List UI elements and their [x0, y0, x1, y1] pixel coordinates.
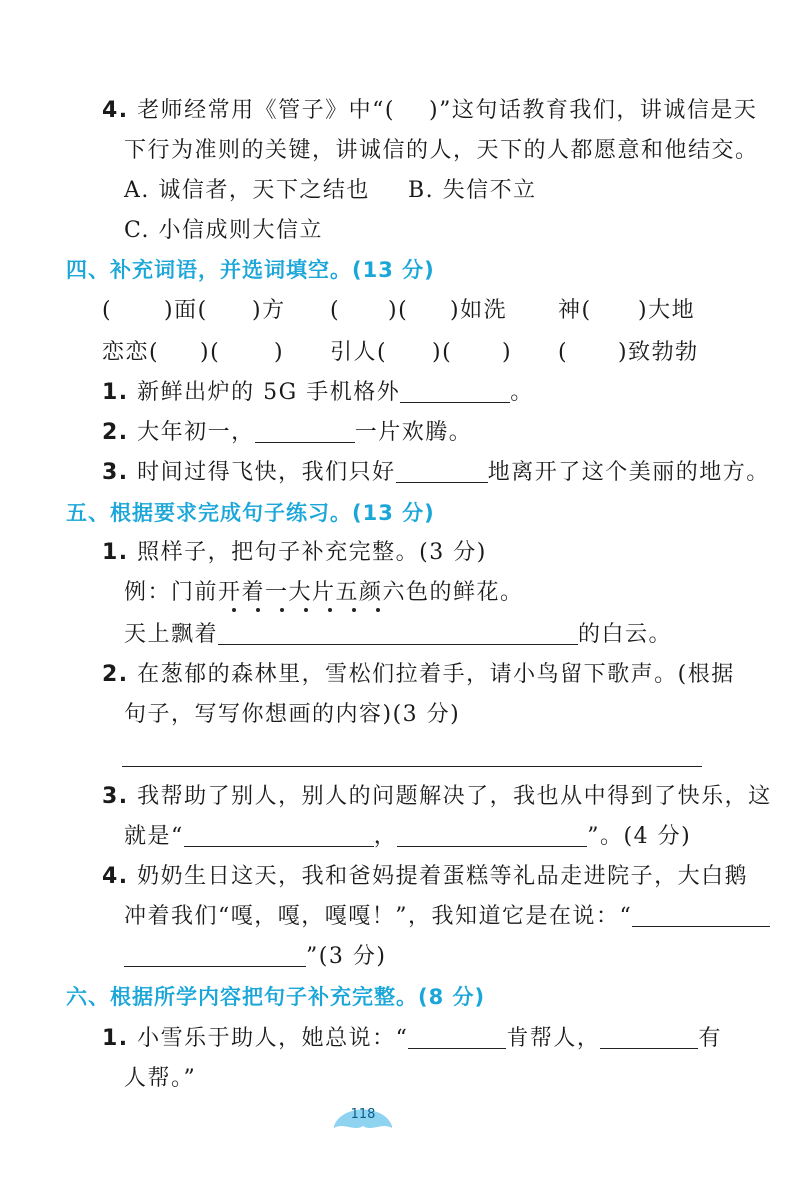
word-blank: )(: [432, 340, 453, 365]
word-blank: )(: [200, 340, 221, 365]
answer-blank[interactable]: [124, 944, 306, 967]
word-blank: ): [502, 340, 513, 365]
s6-q1-text: 小雪乐于助人，她总说：“: [137, 1026, 409, 1051]
section-5-title: 五、根据要求完成句子练习。(13 分): [66, 501, 435, 525]
word-blank: 引人(: [330, 340, 388, 365]
s4-q1-text: 新鲜出炉的 5G 手机格外: [137, 380, 401, 405]
page-number: 118: [350, 1107, 376, 1122]
s6-q1-middle: 肯帮人，: [506, 1026, 601, 1051]
word-blank: (: [330, 298, 341, 323]
s5-fill-prefix: 天上飘着: [124, 622, 219, 647]
s5-q3-suffix: ”。(4 分): [587, 824, 692, 849]
s4-q2-number: 2.: [102, 420, 129, 445]
s4-q1-end: 。: [510, 380, 534, 405]
answer-blank[interactable]: [397, 824, 587, 847]
answer-line[interactable]: [122, 766, 702, 767]
q4-option-b: B. 失信不立: [408, 178, 537, 203]
word-blank: (: [102, 298, 113, 323]
s5-q4-number: 4.: [102, 864, 129, 889]
s5-q3-line-2: [124, 822, 800, 852]
s5-q3-text: 我帮助了别人，别人的问题解决了，我也从中得到了快乐，这: [137, 784, 772, 809]
word-blank: ): [274, 340, 285, 365]
s5-q3-line-1: [102, 782, 800, 812]
s5-q3-prefix: 就是“: [124, 824, 184, 849]
q4-number: 4.: [102, 98, 129, 123]
s5-q2-number: 2.: [102, 662, 129, 687]
emphasis-dots: [232, 608, 402, 614]
s4-q3-text: 时间过得飞快，我们只好: [137, 460, 396, 485]
section-4-title: 四、补充词语，并选词填空。(13 分): [66, 258, 435, 282]
answer-blank[interactable]: [400, 380, 510, 403]
word-blank: )大地: [638, 298, 696, 323]
s4-q1: [102, 378, 800, 408]
s5-q3-number: 3.: [102, 784, 129, 809]
q4-option-c: C. 小信成则大信立: [124, 218, 324, 243]
page-number-badge: [332, 1098, 394, 1132]
s4-q2: [102, 418, 800, 448]
q4-option-a: A. 诚信者，天下之结也: [124, 178, 370, 203]
word-blank: (: [558, 340, 569, 365]
s4-q2-end: 一片欢腾。: [354, 420, 473, 445]
s4-q1-number: 1.: [102, 380, 129, 405]
answer-blank[interactable]: [184, 824, 374, 847]
s5-q4-text-2: 冲着我们“嘎，嘎，嘎嘎！”，我知道它是在说：“: [124, 904, 633, 929]
s4-q3-number: 3.: [102, 460, 129, 485]
s4-q3: [102, 458, 800, 488]
word-blank: )致勃勃: [618, 340, 699, 365]
word-blank: 神(: [558, 298, 592, 323]
word-blank: )(: [388, 298, 409, 323]
s5-example: 例：门前开着一大片五颜六色的鲜花。: [124, 580, 524, 605]
q4-text-b: )”这句话教育我们，讲诚信是天: [429, 98, 758, 123]
s6-q1-line-2: 人帮。”: [124, 1066, 197, 1091]
s5-q1: [102, 538, 800, 568]
word-blank: 恋恋(: [102, 340, 160, 365]
word-blank: )如洗: [450, 298, 508, 323]
s6-q1-number: 1.: [102, 1026, 129, 1051]
answer-blank[interactable]: [255, 420, 355, 443]
answer-blank[interactable]: [396, 460, 488, 483]
s5-q1-number: 1.: [102, 540, 129, 565]
answer-blank[interactable]: [632, 904, 770, 927]
word-blank: )方: [252, 298, 286, 323]
s5-q4-line-1: [102, 862, 800, 892]
answer-blank[interactable]: [600, 1026, 698, 1049]
s5-q2-text: 在葱郁的森林里，雪松们拉着手，请小鸟留下歌声。(根据: [137, 662, 735, 687]
s6-q1-end: 有: [698, 1026, 722, 1051]
s5-fill-line: [124, 620, 800, 650]
section-6-title: 六、根据所学内容把句子补充完整。(8 分): [66, 985, 486, 1009]
answer-blank[interactable]: [408, 1026, 506, 1049]
q4-line-1: [102, 96, 800, 126]
s5-q4-line-3: [124, 942, 800, 972]
s5-q2-line-1: [102, 660, 800, 690]
q4-line-2: 下行为准则的关键，讲诚信的人，天下的人都愿意和他结交。: [124, 138, 759, 163]
answer-blank[interactable]: [218, 622, 578, 645]
s5-q3-comma: ，: [373, 824, 398, 849]
s5-q4-line-2: [124, 902, 800, 932]
q4-text-a: 老师经常用《管子》中“(: [137, 98, 396, 123]
s5-q2-line-2: 句子，写写你想画的内容)(3 分): [124, 702, 461, 727]
s5-q4-text: 奶奶生日这天，我和爸妈提着蛋糕等礼品走进院子，大白鹅: [137, 864, 749, 889]
s4-q2-text: 大年初一，: [137, 420, 255, 445]
word-blank: )面(: [164, 298, 208, 323]
s5-q4-suffix: ”(3 分): [306, 944, 387, 969]
s6-q1-line-1: [102, 1024, 800, 1054]
s4-q3-end: 地离开了这个美丽的地方。: [487, 460, 770, 485]
s5-fill-suffix: 的白云。: [578, 622, 673, 647]
s5-q1-text: 照样子，把句子补充完整。(3 分): [137, 540, 487, 565]
